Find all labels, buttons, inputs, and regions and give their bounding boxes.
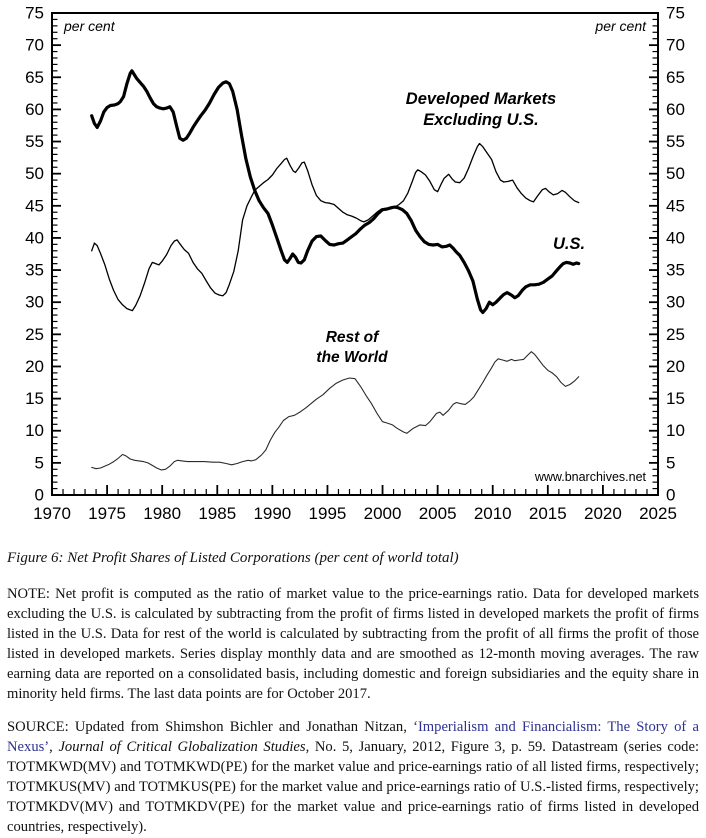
y-tick-label-right: 70 (666, 35, 685, 55)
series-line-rest-of-world (92, 352, 579, 470)
x-tick-label: 1980 (143, 504, 182, 523)
y-tick-label-right: 0 (666, 485, 676, 505)
series-line-developed-ex-us (92, 144, 579, 311)
y-tick-label-left: 55 (25, 132, 44, 152)
x-tick-label: 1970 (33, 504, 71, 523)
y-tick-label-left: 0 (34, 485, 44, 505)
x-tick-label: 1995 (308, 504, 347, 523)
label-rest-of-world: Rest of (325, 329, 379, 346)
y-tick-label-left: 30 (25, 292, 44, 312)
x-tick-label: 1985 (198, 504, 237, 523)
text-segment: SOURCE: Updated from Shimshon Bichler and Jonathan Nitzan, (7, 718, 414, 735)
per-cent-label-left: per cent (64, 18, 115, 34)
y-tick-label-right: 75 (666, 3, 685, 23)
text-segment: Journal of Critical Globalization Studies (58, 738, 306, 755)
y-tick-label-left: 25 (25, 324, 44, 344)
source-paragraph (7, 718, 699, 838)
y-tick-label-left: 10 (25, 421, 44, 441)
y-tick-label-left: 40 (25, 228, 44, 248)
y-tick-label-right: 40 (666, 228, 685, 248)
y-tick-label-right: 5 (666, 453, 676, 473)
y-tick-label-left: 35 (25, 260, 44, 280)
y-tick-label-right: 10 (666, 421, 685, 441)
label-rest-of-world: the World (316, 349, 388, 366)
y-tick-label-left: 50 (25, 164, 44, 184)
y-tick-label-left: 5 (34, 453, 44, 473)
figure-caption: Figure 6: Net Profit Shares of Listed Corporations (per cent of world total) (7, 550, 459, 566)
y-tick-label-right: 15 (666, 389, 685, 409)
x-tick-label: 1975 (88, 504, 127, 523)
text-segment: , (49, 738, 59, 755)
per-cent-label-right: per cent (595, 18, 646, 34)
y-tick-label-left: 70 (25, 35, 44, 55)
y-tick-label-left: 20 (25, 356, 44, 376)
y-tick-label-left: 75 (25, 3, 44, 23)
x-tick-label: 2025 (639, 504, 677, 523)
y-tick-label-right: 20 (666, 356, 685, 376)
y-tick-label-left: 15 (25, 389, 44, 409)
source-article-link[interactable]: ‘Imperialism and Financialism: The Story of a Nexus’ (7, 718, 699, 755)
label-developed-markets: Developed Markets (405, 90, 557, 108)
y-tick-label-right: 50 (666, 164, 685, 184)
watermark-bnarchives: www.bnarchives.net (534, 470, 646, 484)
y-tick-label-left: 45 (25, 196, 44, 216)
x-tick-label: 2005 (418, 504, 457, 523)
y-tick-label-right: 35 (666, 260, 685, 280)
y-tick-label-right: 45 (666, 196, 685, 216)
label-developed-markets: Excluding U.S. (423, 111, 539, 129)
text-segment: NOTE: Net profit is computed as the ratio of market value to the price-earnings ratio. Data for developed markets excluding the U.S. is calculated by subtracting from the profit of firms listed in developed markets the profit of firms listed in the U.S. Data for rest of the world is calculated by subtracting from the profit of all firms the profit of those listed in developed markets. Series display monthly data and are smoothed as 12-month moving averages. The raw earning data are reported on a consolidated basis, including domestic and foreign subsidiaries and the equity share in minority held firms. The last data points are for October 2017. (7, 585, 699, 702)
note-paragraph (7, 585, 699, 705)
x-tick-label: 2015 (528, 504, 567, 523)
label-us: U.S. (552, 235, 586, 253)
y-tick-label-right: 60 (666, 99, 685, 119)
y-tick-label-left: 60 (25, 99, 44, 119)
x-tick-label: 2000 (363, 504, 402, 523)
y-tick-label-right: 65 (666, 67, 685, 87)
y-tick-label-right: 55 (666, 132, 685, 152)
x-tick-label: 2020 (583, 504, 622, 523)
text-segment: , No. 5, January, 2012, Figure 3, p. 59. Datastream (series code: TOTMKWD(MV) and TOTMKWD(PE) for the market value and price-earnings ratio of all listed firms, respectively; TOTMKUS(MV) and TOTMKUS(PE) for the market value and price-earnings ratio of U.S.-listed firms, respectively; TOTMKDV(MV) and TOTMKDV(PE) for the market value and price-earnings ratio of firms listed in developed countries, respectively). (7, 738, 699, 835)
y-tick-label-right: 25 (666, 324, 685, 344)
y-tick-label-left: 65 (25, 67, 44, 87)
x-tick-label: 1990 (253, 504, 292, 523)
x-tick-label: 2010 (473, 504, 512, 523)
y-tick-label-right: 30 (666, 292, 685, 312)
